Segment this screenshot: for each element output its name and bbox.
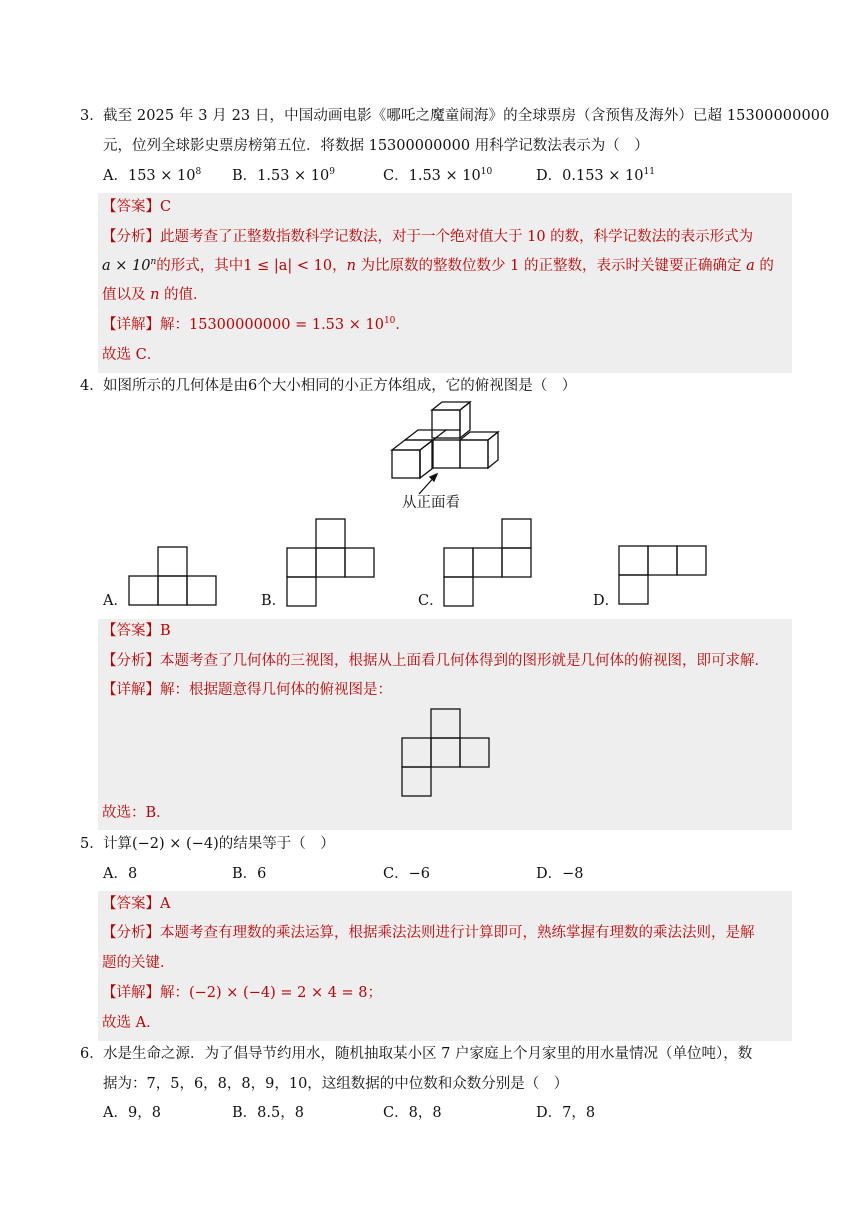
q5-analysis-line2: 题的关键． [102, 955, 175, 971]
q5-option-c: C．−6 [383, 866, 430, 882]
option-value: 153 × 10 [127, 168, 196, 184]
q5-option-a: A．8 [103, 866, 138, 882]
q3-option-a [103, 166, 201, 186]
q3-answer: 【答案】C [102, 199, 172, 215]
q4-option-d-label: D． [593, 593, 620, 609]
var-n: n [346, 258, 356, 274]
option-label: D． [536, 168, 563, 184]
q4-stem: 如图所示的几何体是由6个大小相同的小正方体组成，它的俯视图是（ ） [103, 378, 577, 394]
q5-answer: 【答案】A [102, 896, 171, 912]
option-exponent: 9 [329, 167, 335, 177]
q4-answer-figure [401, 708, 501, 808]
q5-number: 5． [80, 836, 104, 852]
q6-option-b: B．8.5，8 [232, 1105, 304, 1121]
q4-option-c-figure [443, 518, 543, 618]
q6-stem-line1: 水是生命之源．为了倡导节约用水，随机抽取某小区 7 户家庭上个月家里的用水量情况（单位吨），数 [103, 1046, 753, 1062]
q3-number: 3． [80, 108, 104, 124]
option-value: 0.153 × 10 [562, 168, 644, 184]
q3-stem-line1: 截至 2025 年 3 月 23 日，中国动画电影《哪吒之魔童闹海》的全球票房（含预售及海外）已超 15300000000 [103, 108, 830, 124]
q4-option-c-label: C． [418, 593, 444, 609]
q4-analysis: 【分析】本题考查了几何体的三视图，根据从上面看几何体得到的图形就是几何体的俯视图，即可求解． [102, 653, 769, 669]
q3-option-d [536, 166, 655, 186]
text: 的 [754, 258, 774, 274]
q5-option-b: B．6 [232, 866, 267, 882]
q4-detail: 【详解】解：根据题意得几何体的俯视图是： [102, 682, 392, 698]
q3-analysis-line2 [102, 256, 774, 276]
q6-stem-line2: 据为：7，5，6，8，8，9，10，这组数据的中位数和众数分别是（ ） [103, 1076, 569, 1092]
q4-option-a-figure [128, 545, 228, 615]
q3-analysis-line1: 【分析】此题考查了正整数指数科学记数法，对于一个绝对值大于 10 的数，科学记数法的表示形式为 [102, 229, 754, 245]
option-label: C． [383, 168, 409, 184]
option-exponent: 8 [195, 167, 202, 177]
option-exponent: 11 [643, 167, 655, 177]
q3-stem-line2: 元，位列全球影史票房榜第五位．将数据 15300000000 用科学记数法表示为（ ） [103, 138, 649, 154]
option-exponent: 10 [480, 167, 493, 177]
q4-number: 4． [80, 378, 104, 394]
q3-option-b [232, 166, 335, 186]
q3-analysis-line3: 值以及 n 的值． [102, 287, 208, 303]
q6-option-c: C．8，8 [383, 1105, 442, 1121]
q4-option-b-figure [286, 518, 386, 618]
q3-detail: 【详解】解：$15300000000 = 1.53 \times 10^{10}$． [102, 316, 410, 333]
option-value: 1.53 × 10 [257, 168, 330, 184]
q4-solution-panel [98, 619, 792, 830]
var: a × 10 [102, 258, 151, 274]
exponent: n [150, 257, 157, 267]
q4-answer: 【答案】B [102, 623, 171, 639]
text: 为比原数的整数位数少 1 的正整数，表示时关键要正确确定 [355, 258, 747, 274]
q5-detail: 【详解】解：(−2) × (−4) = 2 × 4 = 8； [102, 985, 383, 1001]
q5-stem: 计算(−2) × (−4)的结果等于（ ） [103, 836, 335, 852]
q3-option-c [383, 166, 492, 186]
q4-option-a-label: A． [103, 593, 128, 609]
q3-conclusion: 故选 C． [102, 347, 162, 363]
q5-option-d: D．−8 [536, 866, 584, 882]
var-a: a [746, 258, 755, 274]
q4-option-b-label: B． [261, 593, 287, 609]
option-label: B． [232, 168, 258, 184]
q4-option-d-figure [618, 545, 718, 615]
q6-number: 6． [80, 1046, 104, 1062]
q5-conclusion: 故选 A． [102, 1015, 161, 1031]
q5-solution-panel [98, 891, 792, 1041]
q4-figure-caption: 从正面看 [402, 495, 460, 511]
q6-option-a: A．9，8 [103, 1105, 161, 1121]
q6-option-d: D．7，8 [536, 1105, 596, 1121]
text: 的形式，其中1 ≤ |a| < 10， [156, 258, 347, 274]
option-label: A． [103, 168, 128, 184]
q3-solution-panel [98, 193, 792, 373]
option-value: 1.53 × 10 [408, 168, 481, 184]
formula-a-times-ten [102, 258, 156, 274]
q4-conclusion: 故选：B． [102, 805, 171, 821]
q5-analysis-line1: 【分析】本题考查有理数的乘法运算，根据乘法法则进行计算即可，熟练掌握有理数的乘法法则，是解 [102, 925, 755, 941]
